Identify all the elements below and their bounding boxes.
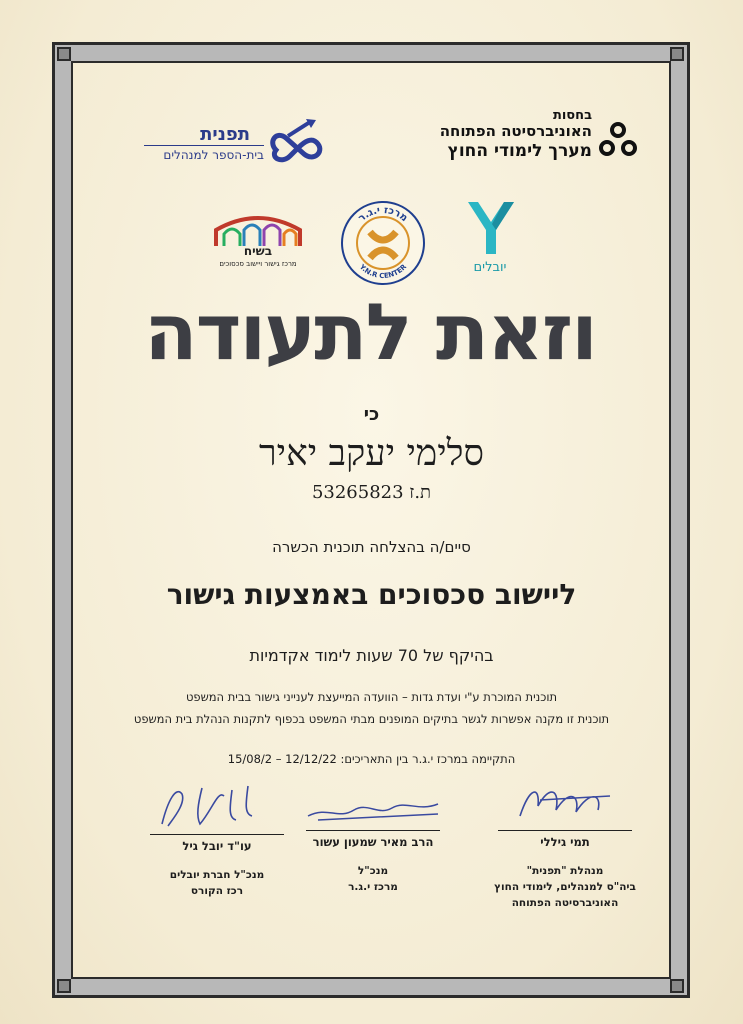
frame-corner <box>670 47 684 61</box>
tafnit-subtitle: בית-הספר למנהלים <box>144 145 264 162</box>
signer-name: עו"ד יובל גיל <box>182 839 252 853</box>
open-university-logo <box>412 108 638 168</box>
signature-line <box>306 830 440 831</box>
signature-line <box>150 834 284 835</box>
yuvalim-logo <box>460 196 520 280</box>
signer-name: תמי גיללי <box>540 835 590 849</box>
signer-role-line: מרכז י.ג.ר <box>348 881 398 893</box>
handwritten-signature <box>480 776 650 826</box>
infinity-arrow-icon <box>266 116 328 168</box>
signature-block-middle <box>288 786 458 895</box>
certificate-headline: וזאת לתעודה <box>144 288 596 378</box>
recognition-line-1: תוכנית המוכרת ע"י ועדת גדות – הוועדה המייעצת לענייני גישור בבית המשפט <box>185 690 558 704</box>
signer-role-line: מנכ"ל חברת יובלים <box>169 869 265 881</box>
handwritten-signature <box>288 786 458 826</box>
ynr-center-logo <box>340 200 426 286</box>
signer-name: הרב מאיר שמעון עשור <box>312 835 434 849</box>
bashira-subtitle: מרכז גישור ויישוב סכסוכים <box>219 260 297 268</box>
signature-line <box>498 830 632 831</box>
open-university-sponsor: בחסות <box>552 108 592 123</box>
handwritten-signature <box>132 780 302 830</box>
frame-corner <box>57 979 71 993</box>
signature-block-right <box>480 776 650 911</box>
hours-text: בהיקף של 70 שעות לימוד אקדמיות <box>249 646 494 665</box>
frame-corner <box>670 979 684 993</box>
open-university-dept: מערך לימודי החוץ <box>447 141 592 161</box>
signer-role-line: מנהלת "תפנית" <box>526 865 604 877</box>
completion-text: סיים/ה בהצלחה תוכנית הכשרה <box>272 538 471 556</box>
open-university-name: האוניברסיטה הפתוחה <box>439 122 592 140</box>
recipient-name: סלימי יעקב יאיר <box>258 433 485 474</box>
signer-role-line: ביה"ס למנהלים, לימודי החוץ <box>494 881 636 893</box>
held-dates-text: התקיימה במרכז י.ג.ר בין התאריכים: 12/12/22 – 15/08/2 <box>227 752 516 766</box>
tafnit-name: תפנית <box>200 124 250 145</box>
yuvalim-label: יובלים <box>473 260 507 275</box>
signer-role <box>288 863 458 895</box>
open-university-icon <box>598 122 638 158</box>
bashira-logo <box>210 212 306 272</box>
signature-block-left <box>132 780 302 899</box>
tafnit-logo <box>144 124 264 168</box>
signer-role-line: האוניברסיטה הפתוחה <box>511 897 619 909</box>
ki-label: כי <box>363 404 380 425</box>
program-title: ליישוב סכסוכים באמצעות גישור <box>166 578 577 611</box>
arches-icon <box>210 212 306 246</box>
frame-corner <box>57 47 71 61</box>
signer-role <box>132 867 302 899</box>
ynr-top-text: מרכז י.ג.ר <box>356 204 410 225</box>
signer-role <box>480 863 650 911</box>
ynr-bottom-text: Y.N.R CENTER <box>357 262 409 281</box>
recognition-line-2: תוכנית זו מקנה אפשרות לגשר בתיקים המופנים מבתי המשפט בכפוף לתקנות הנהלת בית המשפט <box>133 712 610 726</box>
signer-role-line: רכז הקורס <box>190 885 244 897</box>
yuvalim-y-icon <box>460 196 520 258</box>
recipient-id: ת.ז 53265823 <box>311 482 432 503</box>
bashira-name: בשיח <box>243 244 273 258</box>
signer-role-line: מנכ"ל <box>357 865 389 877</box>
